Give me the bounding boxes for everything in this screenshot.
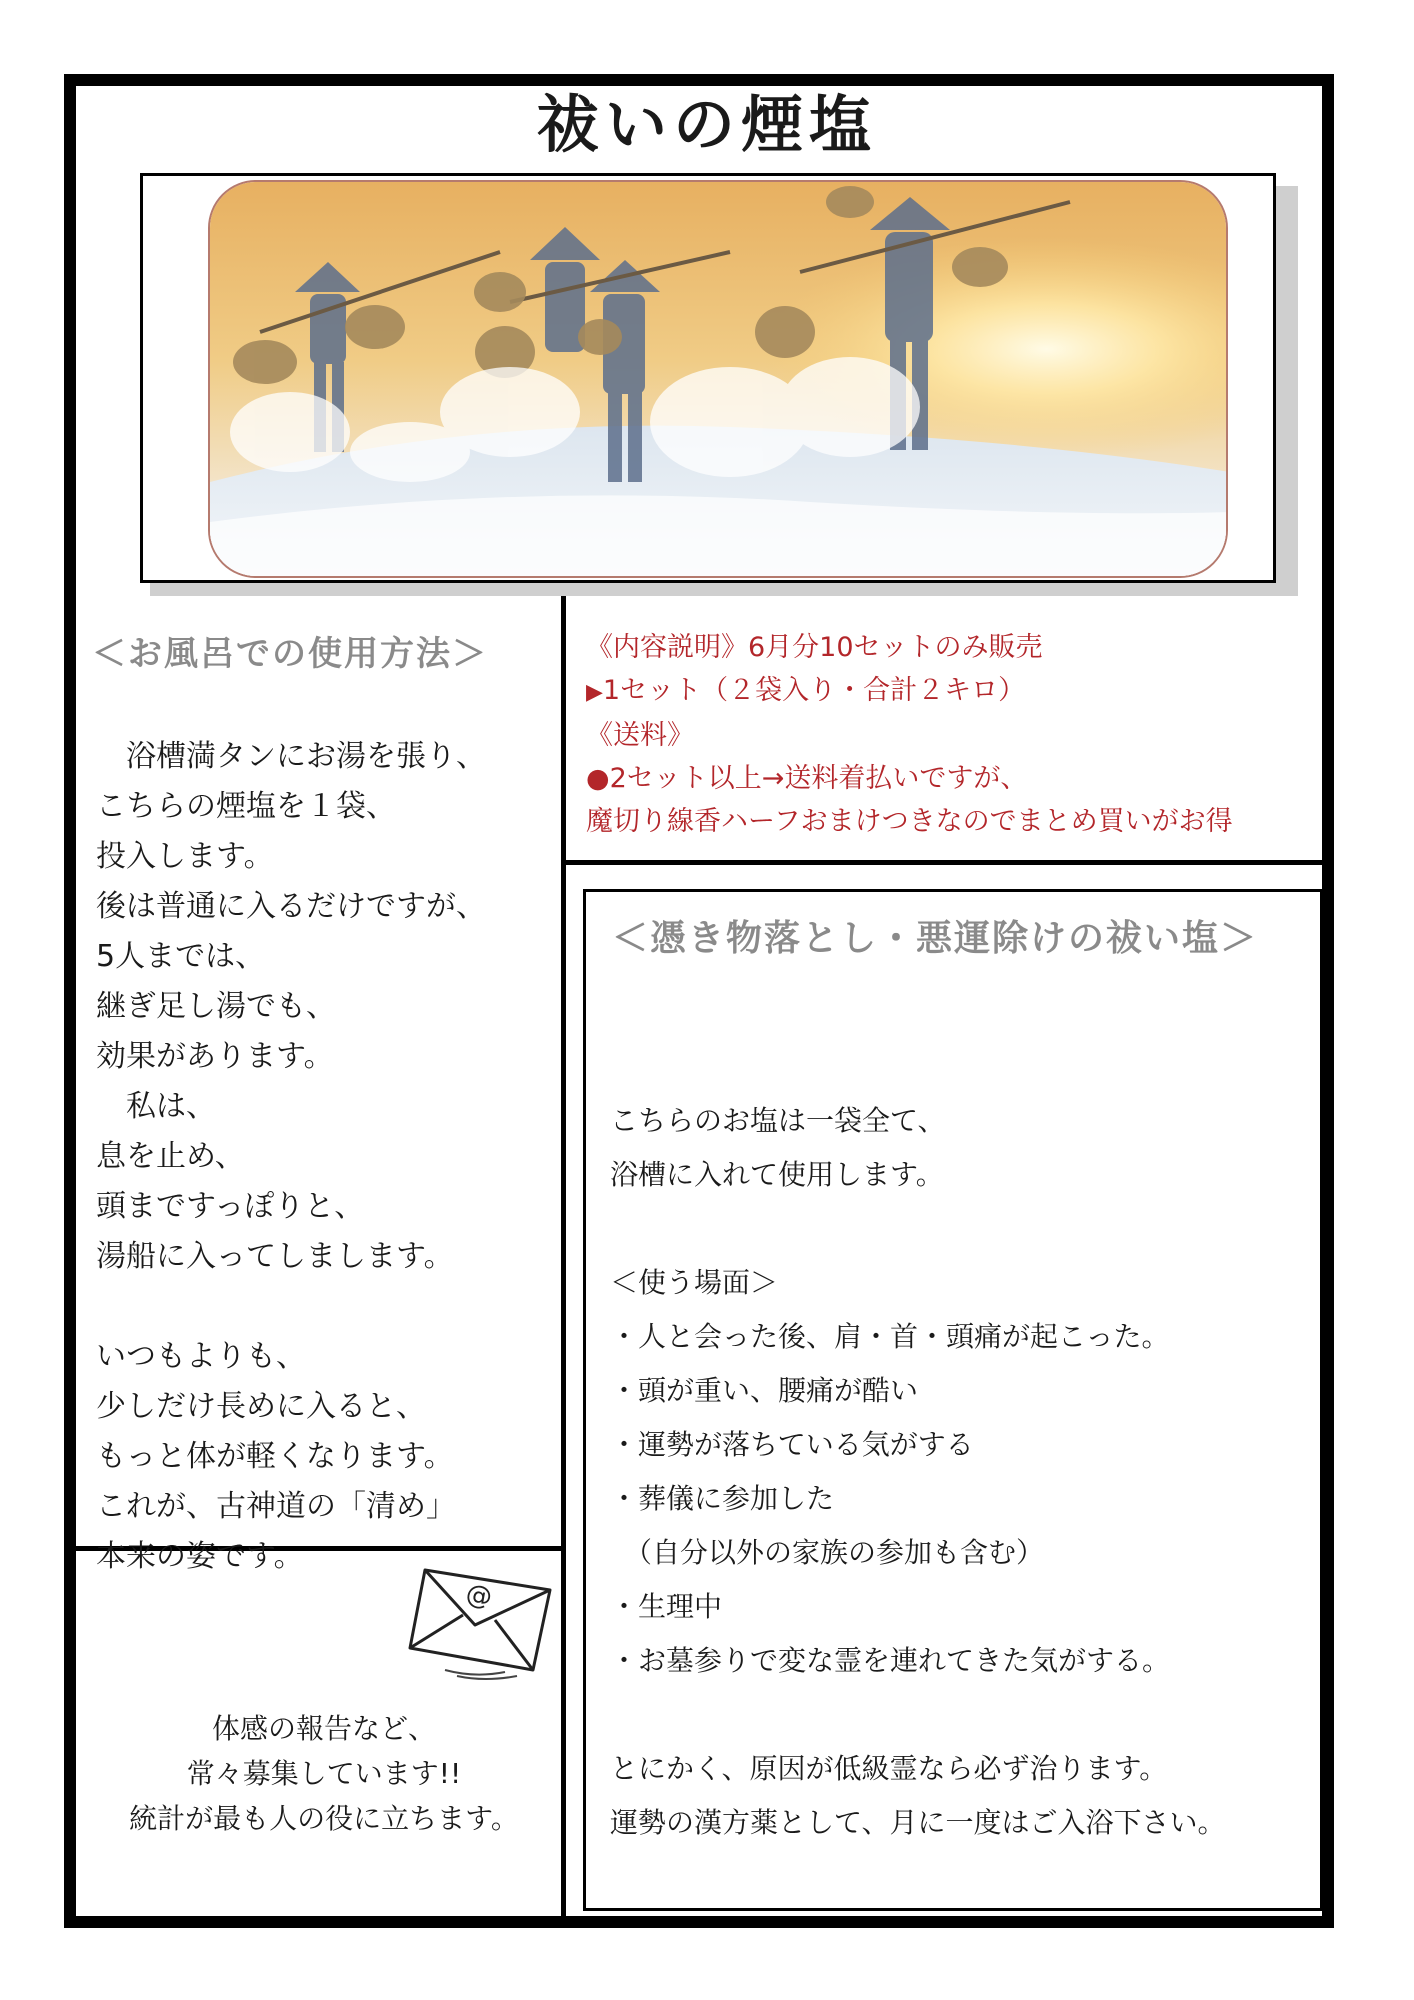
product-info: [586, 626, 1233, 843]
purification-line: ・人と会った後、肩・首・頭痛が起こった。: [610, 1320, 1170, 1353]
usage-line: 継ぎ足し湯でも、: [96, 989, 336, 1024]
purification-line: ＜使う場面＞: [610, 1266, 779, 1299]
info-line: 《送料》: [586, 720, 694, 751]
purification-line: ・葬儀に参加した: [610, 1482, 835, 1515]
purification-text: [610, 1040, 1225, 1904]
purification-line: 浴槽に入れて使用します。: [610, 1158, 944, 1191]
usage-line: 息を止め、: [96, 1139, 245, 1174]
right-divider: [561, 860, 1323, 865]
usage-line: 後は普通に入るだけですが、: [96, 889, 486, 924]
info-line: 《内容説明》6月分10セットのみ販売: [586, 632, 1043, 663]
contact-line: 常々募集しています!!: [186, 1757, 462, 1790]
contact-message: [86, 1706, 562, 1841]
purification-line: ・頭が重い、腰痛が酷い: [610, 1374, 919, 1407]
usage-line: 5人までは、: [96, 939, 266, 974]
usage-line: いつもよりも、: [96, 1339, 306, 1374]
hero-photo: [208, 180, 1228, 578]
purification-line: こちらのお塩は一袋全て、: [610, 1104, 946, 1137]
usage-line: 少しだけ長めに入ると、: [96, 1389, 426, 1424]
purification-line: （自分以外の家族の参加も含む）: [610, 1536, 1045, 1569]
usage-heading: ＜お風呂での使用方法＞: [92, 634, 488, 674]
purification-line: [610, 1688, 1225, 1742]
usage-line: もっと体が軽くなります。: [96, 1439, 454, 1474]
usage-line: 私は、: [96, 1089, 216, 1124]
triangle-bullet-icon: ▶: [586, 680, 603, 705]
envelope-icon: [405, 1560, 555, 1684]
purification-line: ・運勢が落ちている気がする: [610, 1428, 974, 1461]
usage-line: 頭まですっぽりと、: [96, 1189, 365, 1224]
usage-line: 湯船に入ってしまします。: [96, 1239, 454, 1274]
purification-heading: ＜憑き物落とし・悪運除けの祓い塩＞: [612, 917, 1259, 959]
usage-line: [96, 1282, 486, 1332]
envelope-at-symbol: @: [463, 1578, 495, 1614]
info-line: 魔切り線香ハーフおまけつきなのでまとめ買いがお得: [586, 806, 1233, 837]
usage-line: こちらの煙塩を１袋、: [96, 789, 396, 824]
usage-line: これが、古神道の「清め」: [96, 1489, 456, 1524]
purification-line: [610, 1202, 1225, 1256]
page-title: 祓いの煙塩: [536, 88, 877, 161]
contact-line: 体感の報告など、: [211, 1712, 436, 1745]
usage-line: 効果があります。: [96, 1039, 334, 1074]
info-line: ●2セット以上→送料着払いですが、: [586, 763, 1028, 794]
usage-line: 浴槽満タンにお湯を張り、: [96, 739, 486, 774]
purification-line: ・生理中: [610, 1590, 723, 1623]
contact-line: 統計が最も人の役に立ちます。: [129, 1802, 519, 1835]
circle-bullet-icon: ●: [586, 763, 610, 794]
purification-line: ・お墓参りで変な霊を連れてきた気がする。: [610, 1644, 1171, 1677]
purification-line: とにかく、原因が低級霊なら必ず治ります。: [610, 1752, 1168, 1785]
usage-text: [96, 682, 486, 1632]
usage-line: 投入します。: [96, 839, 274, 874]
info-line: ▶1セット（２袋入り・合計２キロ）: [586, 675, 1026, 706]
purification-line: 運勢の漢方薬として、月に一度はご入浴下さい。: [610, 1806, 1226, 1839]
usage-line: 本来の姿です。: [96, 1539, 304, 1574]
